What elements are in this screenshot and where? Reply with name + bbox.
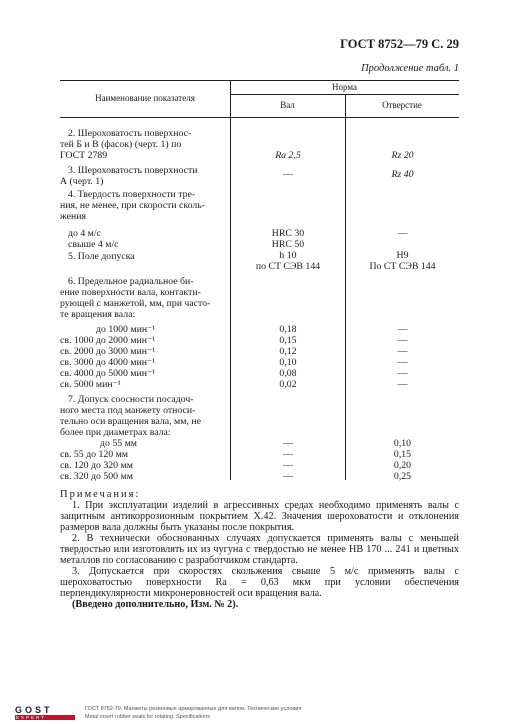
coaxiality-shaft-value: — bbox=[283, 460, 293, 471]
row-roughness-a-hole: Rz 40 bbox=[391, 169, 414, 180]
row-runout-line1: 6. Предельное радиальное би- bbox=[68, 276, 194, 287]
coaxiality-hole-value: 0,15 bbox=[393, 449, 412, 460]
col-header-param: Наименование показателя bbox=[95, 93, 195, 103]
page-header: ГОСТ 8752—79 С. 29 bbox=[340, 37, 459, 51]
row-tolerance-field: 5. Поле допуска bbox=[68, 251, 135, 262]
row-tolerance-shaft-line1: h 10 bbox=[279, 250, 297, 261]
row-hardness-speed2-shaft: HRC 50 bbox=[271, 239, 305, 250]
gost-expert-logo bbox=[15, 706, 75, 720]
note-2: 2. В технически обоснованных случаях допускается применять валы с меньшей твердостью или изготовлять их из чугуна с твердостью не менее НВ 170 ... 241 и цветных металлов по согласованию с разработчиком стандарта. bbox=[60, 533, 459, 566]
runout-shaft-value: 0,12 bbox=[279, 346, 297, 357]
row-roughness-bv-line1: 2. Шероховатость поверхнос- bbox=[68, 128, 192, 139]
runout-shaft-value: 0,15 bbox=[279, 335, 297, 346]
row-coaxiality-line4: более при диаметрах вала: bbox=[60, 427, 171, 438]
row-coaxiality-line1: 7. Допуск соосности посадоч- bbox=[68, 394, 194, 405]
runout-item: св. 3000 до 4000 мин⁻¹ bbox=[60, 357, 156, 368]
row-coaxiality-line2: ного места под манжету относи- bbox=[60, 405, 196, 416]
runout-hole-value: — bbox=[397, 379, 408, 390]
row-hardness-speed1: до 4 м/с bbox=[68, 228, 101, 239]
row-roughness-bv-line3: ГОСТ 2789 bbox=[60, 150, 108, 161]
row-roughness-bv-hole: Rz 20 bbox=[391, 150, 414, 161]
col-header-norm: Норма bbox=[332, 82, 357, 92]
note-1: 1. При эксплуатации изделий в агрессивных средах необходимо применять валы с защитным антикоррозионным покрытием Х.42. Значения шероховатости и отклонения размеров вала должны быть указаны после покрытия. bbox=[60, 500, 459, 533]
row-roughness-a-line2: А (черт. 1) bbox=[60, 176, 104, 187]
runout-hole-value: — bbox=[397, 335, 408, 346]
runout-hole-value: — bbox=[397, 357, 408, 368]
row-runout-line2: ение поверхности вала, контакти- bbox=[60, 287, 201, 298]
runout-shaft-value: 0,02 bbox=[279, 379, 297, 390]
coaxiality-shaft-value: — bbox=[283, 438, 293, 449]
coaxiality-hole-value: 0,25 bbox=[393, 471, 412, 482]
row-hardness-speed1-shaft: HRC 30 bbox=[271, 228, 305, 239]
row-hardness-line1: 4. Твердость поверхности тре- bbox=[68, 189, 196, 200]
coaxiality-hole-value: 0,10 bbox=[393, 438, 412, 449]
col-header-hole: Отверстие bbox=[382, 100, 422, 110]
runout-shaft-value: 0,10 bbox=[279, 357, 297, 368]
col-header-shaft: Вал bbox=[280, 100, 295, 110]
coaxiality-item: до 55 мм bbox=[100, 438, 137, 449]
row-runout-line4: те вращения вала: bbox=[60, 309, 136, 320]
runout-hole-value: — bbox=[397, 346, 408, 357]
row-tolerance-shaft-line2: по СТ СЭВ 144 bbox=[255, 261, 321, 272]
row-roughness-bv-shaft: Ra 2,5 bbox=[275, 150, 301, 161]
runout-shaft-value: 0,08 bbox=[279, 368, 297, 379]
notes-title: Примечания: bbox=[60, 489, 141, 500]
runout-item: до 1000 мин⁻¹ bbox=[96, 324, 156, 335]
logo-top-text: GOST bbox=[15, 705, 53, 715]
coaxiality-hole-value: 0,20 bbox=[393, 460, 412, 471]
coaxiality-item: св. 120 до 320 мм bbox=[60, 460, 133, 471]
logo-bottom-text: EXPERT bbox=[15, 715, 75, 720]
runout-item: св. 1000 до 2000 мин⁻¹ bbox=[60, 335, 156, 346]
coaxiality-shaft-value: — bbox=[283, 449, 293, 460]
runout-item: св. 5000 мин⁻¹ bbox=[60, 379, 121, 390]
runout-shaft-value: 0,18 bbox=[279, 324, 297, 335]
coaxiality-item: св. 320 до 500 мм bbox=[60, 471, 133, 482]
row-coaxiality-line3: тельно оси вращения вала, мм, не bbox=[60, 416, 201, 427]
runout-hole-value: — bbox=[397, 368, 408, 379]
row-roughness-a-line1: 3. Шероховатость поверхности bbox=[68, 165, 198, 176]
runout-hole-value: — bbox=[397, 324, 408, 335]
runout-item: св. 4000 до 5000 мин⁻¹ bbox=[60, 368, 156, 379]
row-roughness-a-shaft: — bbox=[283, 169, 293, 180]
table-continuation-label: Продолжение табл. 1 bbox=[361, 63, 459, 74]
row-tolerance-hole-line1: H9 bbox=[396, 250, 409, 261]
row-tolerance-hole-line2: По СТ СЭВ 144 bbox=[369, 261, 436, 272]
row-hardness-speed2: свыше 4 м/с bbox=[68, 239, 119, 250]
footer bbox=[15, 705, 302, 724]
amendment-note: (Введено дополнительно, Изм. № 2). bbox=[72, 599, 239, 610]
footer-title-en: Metal insert rubber seals for rotating. Specifications bbox=[85, 714, 211, 720]
row-roughness-bv-line2: тей Б и В (фасок) (черт. 1) по bbox=[60, 139, 182, 150]
coaxiality-item: св. 55 до 120 мм bbox=[60, 449, 128, 460]
runout-item: св. 2000 до 3000 мин⁻¹ bbox=[60, 346, 156, 357]
row-runout-line3: рующей с манжетой, мм, при часто- bbox=[60, 298, 211, 309]
row-hardness-speed1-hole: — bbox=[397, 228, 408, 239]
notes-section bbox=[60, 489, 459, 610]
row-hardness-line3: жения bbox=[60, 211, 86, 222]
footer-title-ru: ГОСТ 8752-79. Манжеты резиновые армированные для валов. Технические условия bbox=[85, 706, 302, 712]
row-hardness-line2: ния, не менее, при скорости сколь- bbox=[60, 200, 206, 211]
coaxiality-shaft-value: — bbox=[283, 471, 293, 482]
note-3: 3. Допускается при скоростях скольжения свыше 5 м/с применять валы с шероховатостью поверхности Ra = 0,63 мкм при условии обеспечения перпендикулярности микронеровностей оси вращения вала. bbox=[60, 566, 459, 599]
